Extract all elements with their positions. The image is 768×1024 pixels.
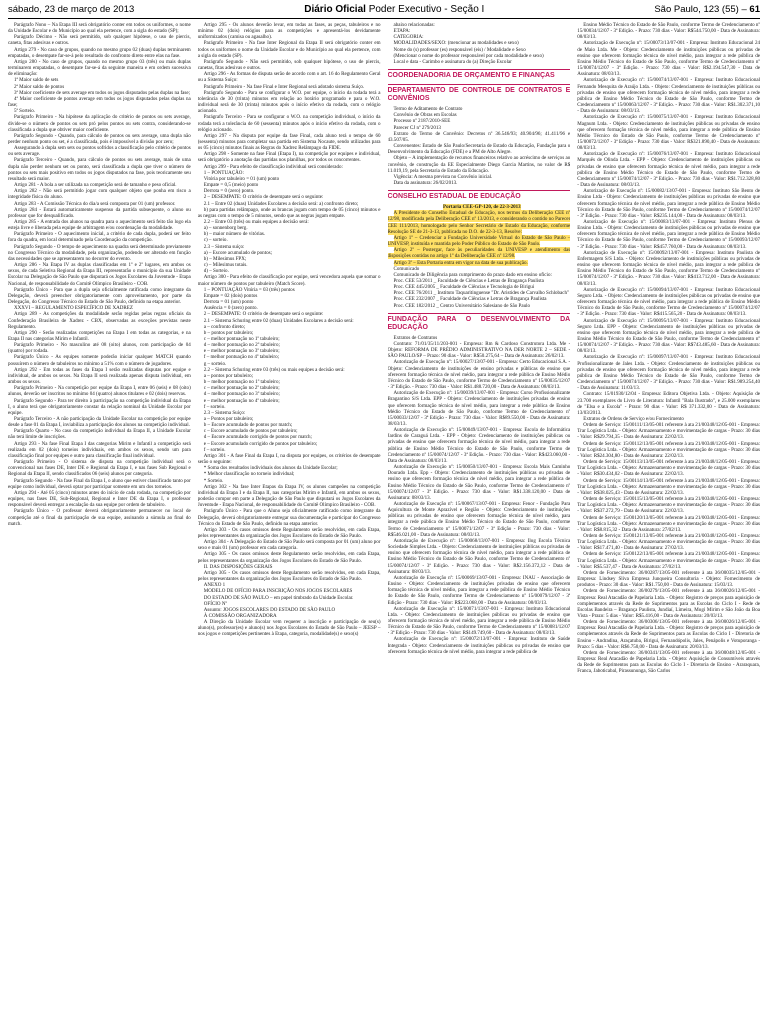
paragraph: Artigo 296 - As formas de disputa serão de acordo com o art. 16 do Regulamento Geral ou a Sistema Suíço:: [197, 71, 381, 84]
column-3-fde: [388, 335, 571, 655]
paragraph: Autorização de Execução nº: 15/00071/13/07-001 - Empresa: Instituto Educacional Ltda. - Objeto: Credenciamento de instituições públicas ou privadas de ensino que oferecem formação técnica de nível médio, para integrar a rede pública de Ensino Médio Técnico do Estado de São Paulo, conforme Termo de Credenciamento nº 15/00081/12/07 - 3ª Edição - Prazo: 730 dias - Valor: R$149.749,60 - Data de Assinatura: 08/03/13.: [387, 605, 571, 637]
paragraph: a – Pontos por tabuleiro;: [203, 416, 254, 422]
paragraph: Ordem de Fornecimento: 36/00341/13/05-001 referente à ata 36/00048/12/05-001 - Empresa: Real Atacadão de Papelaria Ltda. - Objeto: Aquisição de Consumíveis através da Rede de Suprimentos para as Escolas do Ciclo I - Diretoria de Ensino - Araraquara, Franca, Jaboticabal, Pirassununga, São Carlos: [577, 649, 760, 675]
paragraph: Ordem de Serviço: 15/00121/13/05-001 referente à ata 21/00348/12/05-001 - Empresa: Trar Logística Ltda. - Objeto: Armazenamento e movimentação de cargas - Prazo: 30 dias - Valor: R$17.471,40 - Data de Assinatura: 27/02/13.: [577, 532, 760, 552]
paragraph: Nome do (s) professor (es) responsável (eis) / Modalidade e Sexo: [393, 46, 526, 53]
paragraph: Parágrafo Único - O professor deverá obrigatoriamente permanecer no local de competição até o final da participação de sua equipe, assinando a súmula ao final do match.: [8, 508, 191, 527]
paragraph: Parágrafo Único - Para que a dupla seja oficialmente ratificada como integrante da Delegação, deverá preencher obrigatoriamente com aproveitamento, por parte da Delegação, do Congresso Técnico do Estado de São Paulo, definido na etapa anterior.: [8, 286, 191, 306]
paragraph: Ordem de Serviço: 15/00112/13/05-001 referente à ata 21/00348/12/05-001 - Empresa: Trar Logística Ltda. - Objeto: Armazenamento e movimentação de cargas - Prazo: 30 dias - Valor: R$24.304,80 - Data de Assinatura: 22/02/13.: [577, 440, 760, 459]
header-right: São Paulo, 123 (55) – 61: [654, 3, 760, 15]
paragraph: Parágrafo Segundo - Para ter direito à participação na competição individual da Etapa I, o aluno terá que obrigatoriamente constar da relação nominal da Unidade Escolar por equipe.: [8, 397, 191, 416]
paragraph: c – Escore acumulado de pontos por tabuleiro;: [203, 428, 298, 435]
paragraph: Objeto – A implementação de recursos financeiros relativo ao acréscimo de serviços ao convênio, de construção da EE Especialmente Diego Garcia Martins, no valor de R$ 11.019,19, pela Secretaria de Estado da Educação.: [387, 155, 571, 174]
header-city-volume: São Paulo, 123 (55): [654, 3, 739, 15]
header-title: [304, 4, 484, 15]
paragraph: Autorização de Execução nº: 15/00075/13/07-001 - Empresa: Instituto Educacional Magnum Ltda. - Objeto: Credenciamento de instituições públicas ou privadas de ensino que oferecem formação técnica de nível médio, para integrar a rede pública de Ensino Médio Técnico do Estado de São Paulo, conforme Termo de Credenciamento nº 15/00072/12/07 - 3ª Edição - Prazo: 730 dias - Valor: R$321.890,40 - Data de Assinatura: 08/03/13.: [577, 114, 760, 152]
paragraph: Ensino Médio Técnico do Estado de São Paulo, conforme Termo de Credenciamento nº 15/00034/12/07 - 3ª Edição. - Prazo: 730 dias - Valor: R$544.750,00 - Data de Assinatura: 08/03/13.: [577, 22, 760, 41]
paragraph: Proc. CEE 76/2011 _ Instituto Taquaritinguense "Dr. Aristides de Carvalho Schlobach": [393, 290, 570, 297]
column-4: [577, 22, 760, 1022]
paragraph: e – melhor pontuação no 4º tabuleiro;: [203, 397, 280, 404]
paragraph: Autorização de Execução nº: 15/00073/13/07-001 - Empresa: Instituto Educacional 24 de Maio Ltda. Me - Objeto: Credenciamento de instituições públicas ou privadas de ensino que oferecem formação técnica de nível médio, para integrar a rede pública de Ensino Médio Técnico do Estado de São Paulo, conforme Termo de Credenciamento nº 15/00074/12/07 - 3ª Edição. - Prazo: 730 dias - Valor: R$2.194.547,30 - Data de Assinatura: 08/03/13.: [577, 40, 760, 78]
paragraph: Autorização de Execução nº: 15/00083/13/07-001 - Empresa: Instituto Plenus de Ensino Ltda. - Objeto: Credenciamento de instituições públicas ou privadas de ensino que oferecem formação técnica de nível médio, para integrar a rede pública de Ensino Médio Técnico do Estado de São Paulo, conforme Termo de Credenciamento nº 15/00093/12/07 - 3ª Edição. - Prazo: 730 dias - Valor: R$457.760,00 - Data de Assinatura: 08/03/13.: [577, 219, 760, 250]
paragraph: 2.1 – Sistema Schuring entre 02 (duas) Unidades Escolares a decisão será:: [203, 317, 354, 324]
paragraph: Processo nº 2187/2010-SEE: [393, 118, 451, 125]
paragraph: Artigo 286 - Na Etapa IV as duplas classificadas em 1º e 2º lugares, em ambos os sexos, de cada Seletiva Regional da Etapa III, representarão o município da sua Unidade Escolar na Delegação de São Paulo que disputará os Jogos Escolares da Juventude - Etapa Nacional, de responsabilidade do Comitê Olímpico Brasileiro - COB.: [8, 262, 191, 287]
paragraph: a) – sonnenborg berg.: [203, 225, 248, 232]
paragraph: Artigo 305 - Os casos omissos deste Regulamento serão resolvidos, em cada Etapa, pelos representantes da organização dos Jogos Escolares do Estado de São Paulo.: [197, 569, 381, 583]
paragraph: b) para partidas relâmpago, onde as brancas jogam com tempo de 05 (cinco) minutos e as negras com o tempo de 5 minutos, sendo que as negras jogam empate.: [197, 206, 381, 219]
paragraph: b – pontos por tabuleiro;: [203, 329, 254, 336]
section-heading-conselho: CONSELHO ESTADUAL DE EDUCAÇÃO: [388, 190, 571, 201]
paragraph: 4ª Maior coeficiente de pontos average em todos os jogos disputados pelas duplas na fase;: [8, 95, 191, 109]
paragraph: b) – Milesimus FPX;: [203, 255, 247, 262]
paragraph: c) – sorteio.: [203, 237, 228, 244]
paragraph: 2.2 – Sistema Schuring entre 03 (três) ou mais equipes a decisão será:: [203, 366, 345, 373]
paragraph: Parágrafo Primeiro - O aquecimento inicial, a critério de cada dupla, poderá ser feito fora da quadra, em local determinado pela Coordenação da competição.: [8, 231, 191, 244]
paragraph: Parágrafo Terceiro - A não participação da Unidade Escolar na competição por equipe desde a fase 01 da Etapa I, inviabiliza a participação dos alunos na competição individual.: [8, 416, 191, 429]
paragraph: b) – maior número de vitórias.: [203, 231, 266, 238]
paragraph: Ausência = 0 (zero) ponto.: [203, 305, 258, 312]
paragraph: Ordem de Serviço: 15/00114/13/05-001 referente à ata 21/00348/12/05-001 - Empresa: Trar Logística Ltda. - Objeto: Armazenamento e movimentação de cargas - Prazo: 30 dias - Valor: R$38.025,43 - Data de Assinatura: 22/02/13.: [577, 477, 760, 496]
paragraph: Parágrafo Quarto - No caso da competição individual da Etapa II, a Unidade Escolar não terá limite de inscrições.: [8, 428, 191, 441]
paragraph: Ordem de Serviço: 15/00120/13/05-001 referente à ata 21/00348/12/05-001 - Empresa: Trar Logística Ltda. - Objeto: Armazenamento e movimentação de cargas - Prazo: 30 dias - Valor: R$8.815,32 - Data de Assinatura: 27/02/13.: [577, 514, 760, 533]
paragraph: Artigo 298 - Somente na fase Final (Etapa I), na competição por equipes e individual, será obrigatório a anotação das partidas nos planilhas, por todos os concorrentes.: [197, 151, 381, 164]
paragraph: d) – Sorteio.: [203, 268, 229, 275]
paragraph: (Mencionar o nome do professor responsável por cada modalidade e sexo): [393, 52, 544, 59]
paragraph: Contrato: 15/01930/12/04 - Empresa: Editora Objetiva Ltda. - Objeto: Aquisição de 23.700 exemplares do Livro de Literatura: Infantil "Bala Ilustrado", e 25.000 exemplares de "Elsa e a Escola" - Prazo: 90 dias - Valor: R$ 371.332,00 - Data de Assinatura: 13/03/2013.: [577, 391, 760, 416]
paragraph: Vigência: A mesma prevista no Convênio inicial.: [393, 173, 493, 180]
paragraph: Autorização de Execução nº: 15/00082/13/07-001 - Empresa: Instituto São Bento de Ensino Ltda - Objeto: Credenciamento de instituições públicas ou privadas de ensino que oferecem formação técnica de nível médio, para integrar a rede pública de Ensino Médio Técnico do Estado de São Paulo, conforme Termo de Credenciamento nº 15/00074/12/07 - 3ª Edição. - Prazo: 730 dias - Valor: R$235.144,00 - Data de Assinatura: 08/03/13.: [577, 188, 760, 219]
paragraph: Parágrafo Primeiro - Na competição por equipe da Etapa I, entre 06 (seis) e 08 (oito) alunos, deverão ser inscritos no mínimo 04 (quatro) alunos titulares e 02 (dois) reservas.: [8, 385, 191, 398]
paragraph: DO ESTADO DE SÃO PAULO – em papel timbrado da Unidade Escolar.: [203, 594, 354, 601]
paragraph: 2 – DESEMPATE: O critério de desempate será o seguinte:: [203, 194, 324, 201]
paragraph: Artigo 303 - Os casos omissos deste Regulamento serão resolvidos, em cada Etapa, pelos representantes da organização dos Jogos Escolares do Estado de São Paulo.: [197, 526, 381, 539]
paragraph: À COMISSÃO ORGANIZADORA: [203, 613, 277, 619]
section-heading-departamento: DEPARTAMENTO DE CONTROLE DE CONTRATOS E CONVÊNIOS: [388, 84, 571, 103]
paragraph: Parágrafo Segundo - O tempo de aquecimento na quadra será determinado previamente no Congresso Técnico da modalidade, pela organização, podendo ser alterado em função das necessidades que se apresentarem no decorrer do evento.: [8, 243, 191, 262]
paragraph: c – melhor pontuação no 2º tabuleiro;: [203, 385, 280, 392]
paragraph: a – confronto direto;: [203, 323, 246, 330]
paragraph: Data da assinatura: 26/02/2013.: [393, 179, 458, 186]
paragraph: Parágrafo Primeiro - O sistema de disputa na competição individual será o convencional nas fases DE, Inter DE e Regional da Etapa I, e nas fases Sub Regional e Regional da Etapa II, sendo classificados 06 (seis) alunos por categoria.: [8, 459, 191, 478]
paragraph: 2 – DESEMPATE: O critério de desempate será o seguinte:: [203, 311, 324, 318]
paragraph: Artigo 281 - A bola a ser utilizada na competição será de tamanho e peso oficial.: [14, 182, 177, 189]
paragraph: Parágrafo Único - As equipes somente poderão iniciar qualquer MATCH quando possuírem o número de tabuleiros no mínimo a 51% com o número de jogadores.: [8, 354, 191, 367]
paragraph: Extratos de Ordens de Serviço e/ou Fornecimento: [583, 416, 684, 422]
paragraph: Assunto: JOGOS ESCOLARES DO ESTADO DE SÃO PAULO: [203, 606, 336, 613]
paragraph: Parágrafo Segundo - Na fase Final da Etapa I, o aluno que estiver classificado tanto por equipe como individual, deverá optar por participar somente em um dos torneios.: [8, 477, 191, 490]
paragraph: f – melhor pontuação no 4º tabuleiro;: [203, 354, 280, 361]
paragraph: b – Escore acumulado de pontos por match;: [203, 422, 293, 429]
paragraph: * Melhor classificação no torneio individual;: [203, 471, 295, 478]
paragraph: c – melhor pontuação no 1º tabuleiro;: [203, 335, 280, 342]
paragraph: Derrota = 01 (um) ponto: [203, 299, 254, 306]
paragraph: Proc. CEE 445/2005 _ Faculdade de Ciências e Tecnologia de Birigui: [393, 284, 535, 291]
paragraph: Autorização de Execução nº: 15/00068/13/07-001 - Empresa: Ilog Escola Técnica Sociedade Simples Ltda. - Objeto: Credenciamento de instituições públicas ou privadas de ensino que oferecem formação técnica de nível médio, para integrar a rede pública de Ensino Médio Técnico do Estado de São Paulo, conforme Termo de Credenciamento nº 15/00074/12/07 - 3ª Edição. - Prazo: 730 dias - Valor: R$2.156.372,12 - Data de Assinatura: 08/03/13.: [387, 537, 571, 575]
paragraph: d – melhor pontuação no 3º tabuleiro;: [203, 391, 280, 398]
paragraph: ETAPA:: [393, 28, 411, 35]
paragraph: Assegurando à dupla sem sets ou pontos sofridos a classificação pelo critério de pontos ou sets average.: [8, 145, 191, 158]
paragraph: e – Escore acumulado corrigido de pontos por tabuleiro;: [203, 440, 318, 447]
paragraph: A Direção da Unidade Escolar vem requerer a inscrição e participação de seu(s) aluno(s), professor(es) e aluno(s) nos Jogos Escolares do Estado de São Paulo – JEESP – nos jogos e competições pertinentes à Etapa, categoria, modalidade(s) e sexo(s): [197, 619, 381, 638]
paragraph: Contrato: 71/01/35/11/203-001 - Empresa: Rm & Cardoso Construtora Ltda. Me - Objeto: REFORMA DE PRÉDIO ADMINISTRATIVO NA DER NORTE 2 – SEDE - SÃO PAULO/SP – Prazo: 90 dias - Valor: R$50.275,64 – Data de Assinatura: 26/02/13.: [387, 340, 571, 360]
paragraph: Parágrafo Primeiro - Na hipótese da aplicação do critério de pontos ou sets average, divide-se o número de pontos ou sets pró pelos pontos ou sets contra, considerando-se classificada a dupla que obtiver maior coeficiente.: [8, 114, 191, 133]
paragraph: Autorização de Execução nº: 15/00097/13/07-001 - Empresa: Instituto Educacional Profissionalizante de Jales Ltda. - Objeto: Credenciamento de instituições públicas ou privadas de ensino que oferecem formação técnica de nível médio, para integrar a rede pública de Ensino Médio Técnico do Estado de São Paulo, conforme Termo de Credenciamento nº 15/00074/12/07 - 3ª Edição. - Prazo: 730 dias - Valor: R$1.989.254,40 - Data de Assinatura: 11/03/13.: [577, 354, 760, 392]
paragraph: Autorização de Execução nº: 15/00076/13/07-001 - Empresa: Instituto Educacional Marquês de Olinda Ltda. - EPP - Objeto: Credenciamento de instituições públicas ou privadas de ensino que oferecem formação técnica de nível médio, para integrar a rede pública de Ensino Médio Técnico do Estado de São Paulo, conforme Termo de Credenciamento nº 15/00074/12/07 - 3ª Edição. - Prazo: 730 dias - Valor: R$1.712.328,80 - Data de Assinatura: 08/03/13.: [577, 151, 760, 189]
paragraph: 2.2 – Entre 03 (três) ou mais equipes a decisão será:: [203, 219, 309, 225]
paragraph: e – melhor pontuação no 3º tabuleiro;: [203, 348, 280, 355]
paragraph: Ordem de Serviço: 15/00113/13/05-001 referente à ata 21/00348/12/05-001 - Empresa: Trar Logística Ltda. - Objeto: Armazenamento e movimentação de cargas - Prazo: 30 dias - Valor: R$30.434,02 - Data de Assinatura: 22/02/13.: [577, 459, 760, 478]
paragraph: b – melhor pontuação no 1º tabuleiro;: [203, 379, 280, 386]
paragraph: 2.3 – Sistema Suíço:: [203, 409, 246, 416]
paragraph: g – sorteio.: [203, 360, 227, 367]
paragraph: 2.3 – Sistema suíço:: [203, 243, 245, 250]
paragraph: Artigo 304 - A Delegação do Estado de São Paulo será composta por 01 (um) aluno por sexo e mais 01 (um) professor em cada categoria.: [197, 539, 381, 552]
paragraph: Parágrafo Nono – Na Etapa III será obrigatório conter em todos os uniformes, o nome da Unidade Escolar e do Município ao qual ela pertence, com a sigla do estado (SP);: [8, 22, 191, 35]
paragraph: Proc. CEE 232/2007 _ Faculdade de Ciências e Letras de Bragança Paulista: [393, 296, 547, 303]
paragraph: Ordem de Fornecimento: 36/00279/13/05-001 referente à ata 36/00026/12/05-001 - Empresa: Real Atacadão de Papelaria Ltda. - Objeto: Registro de preços para aquisição de complementos através da Rede de Suprimentos para as Escolas do Ciclo I - Rede de Escolas Bandeira – Bragança Paulista, Jundiaí, Limeira, Mogi Mirim e São João da Boa Vista - Prazo: 5 dias - Valor: R$5.416,00 - Data de Assinatura: 20/03/13.: [577, 588, 760, 619]
paragraph: Parágrafo Segundo - Para se configurar o W.O. por equipe, o início da rodada terá a tolerância de 30 (trinta) minutos em relação ao horário programado e para o W.O. individual será de 30 (trinta) minutos após o início efetivo da rodada, com o relógio acionado.: [197, 89, 381, 115]
paragraph: Artigo 300 - Para efeito de classificação por equipe, será vencedora aquela que somar o maior número de pontos por tabuleiro (Match Score).: [197, 274, 381, 287]
paragraph: 2.1 – Entre 02 (duas) Unidades Escolares a decisão será: a) confronto direto;: [203, 200, 359, 207]
section-heading-fde: FUNDAÇÃO PARA O DESENVOLVIMENTO DA EDUCAÇÃO: [388, 313, 571, 332]
paragraph: Parágrafo Terceiro - Quando, para cálculo de pontos ou sets average, mais de uma dupla não perder nenhum set ou ponto, será classificada a dupla que tiver o número de pontos ou sets mais positivo em todos os jogos disputados na fase, pois teoricamente seu resultado será maior.: [8, 157, 191, 182]
paragraph: Parecer CJ nº 279/2013: [393, 124, 441, 131]
paragraph: Autorização de Execução nº: 15/00092/13/07-001 - Empresa: Instituto Paulista de Enfermagem S/S Ltda. - Objeto: Credenciamento de instituições públicas ou privadas de ensino que oferecem formação técnica de nível médio, para integrar a rede pública de Ensino Médio Técnico do Estado de São Paulo, conforme Termo de Credenciamento nº 15/00074/12/07 - 3ª Edição. - Prazo: 730 dias - Valor: R$413.712,00 - Data de Assinatura: 08/03/13.: [577, 249, 760, 287]
paragraph: Autorização de Execução nº: 15/00050/13/07-001 - Empresa: Escola Mais Caminho Dourado Ltda. Epp - Objeto: Credenciamento de instituições públicas ou privadas de ensino que oferecem formação técnica de nível médio, para integrar a rede pública de Ensino Médio Técnico do Estado de São Paulo, conforme Termo de Credenciamento nº 15/00074/12/07 - 3ª Edição. - Prazo: 730 dias - Valor: R$1.338.120,00 - Data de Assinatura: 08/03/13.: [387, 464, 571, 501]
column-3-dept: [388, 106, 571, 186]
paragraph: Derrota = 0 (zero) ponto.: [203, 188, 255, 195]
paragraph: Empate = 0,5 (meio) ponto: [203, 182, 259, 189]
paragraph: d – melhor pontuação no 2º tabuleiro;: [203, 342, 280, 349]
paragraph: Termo de Aditamento de Contrato: [393, 106, 463, 113]
portaria-preamble: A Presidente do Conselho Estadual de Educação, nos termos da Deliberação CEE nº 12/98, modificada pela Deliberação CEE nº 13/2013, e considerando o contido no Parecer CEE 111/2013, homologado pelo Senhor Secretário de Estado da Educação, conforme Resolução SE de 21-3-13, publicada no D.O. de 22-3-13, Resolve:: [387, 210, 571, 235]
paragraph: Artigo 299 - Para efeito de classificação individual será considerado:: [203, 163, 343, 170]
column-2: [198, 22, 381, 1022]
paragraph: a) – Escore acumulado de pontos;: [203, 249, 273, 256]
paragraph: Extratos de Contratos: [393, 334, 438, 341]
paragraph: 5ª Sorteio.: [14, 108, 36, 115]
paragraph: Artigo 282 - Não será permitido jogar com qualquer objeto que ponha em risco a integridade física do aluno.: [8, 188, 191, 201]
paragraph: XXXVI – REGULAMENTO ESPECÍFICO DE XADREZ: [14, 305, 133, 312]
header-date: sábado, 23 de março de 2013: [8, 3, 135, 15]
paragraph: Empate = 02 (dois) pontos: [203, 292, 258, 299]
paragraph: Autorização de Execução nº: 15/00072/13/07-001 - Empresa: Instituto de Saúde Integrada - Objeto: Credenciamento de instituições públicas ou privadas de ensino que oferecem formação técnica de nível médio, para integrar a rede pública de: [387, 636, 571, 655]
publication-name: Diário Oficial: [304, 3, 366, 15]
paragraph: Parágrafo Primeiro - Na fase Inter Regional da Etapa II será obrigatório conter em todos os uniformes o nome da Unidade Escolar e do Município ao qual ela pertence, com a sigla do estado (SP).: [197, 40, 381, 59]
paragraph: Ordem de Fornecimento: 36/00306/13/05-001 referente à ata 36/00026/12/05-001 - Empresa: Real Atacadão de Papelaria Ltda. - Objeto: Registro de preços para aquisição de complementos através da Rede de Suprimentos para as Escolas do Ciclo I - Diretoria de Ensino - Andradina, Araçatuba, Birigui, Fernandópolis, Jales, Penápolis e Votuporanga - Prazo: 5 dias - Valor: R$6.750,00 - Data de Assinatura: 20/03/13.: [577, 619, 760, 650]
column-3-conselho: [388, 266, 571, 309]
paragraph: Artigo 279 - No caso de grupos, quando no mesmo grupo 02 (duas) duplas terminarem empatadas, o desempate far-se-á pelo resultado do confronto direto entre elas na fase.: [8, 46, 191, 59]
page-header: [8, 0, 760, 19]
paragraph: Artigo 305 - Os casos omissos deste Regulamento serão resolvidos, em cada Etapa, pelos representantes da organização dos Jogos Escolares do Estado de São Paulo.: [197, 551, 381, 564]
paragraph: Ordem de Serviço: 15/00111/13/05-001 referente à ata 21/00348/12/05-001 - Empresa: Trar Logística Ltda. - Objeto: Armazenamento e movimentação de cargas - Prazo: 30 dias - Valor: R$29.794,35 - Data de Assinatura: 22/02/13.: [577, 422, 760, 441]
column-3: [388, 22, 571, 1022]
page-number: 61: [749, 3, 760, 15]
paragraph: Ordem de Fornecimento: 36/00287/13/05-001 referente à ata 36/00035/12/05-001 - Empresa: Lindsey Sliva Empresa Junqueira Consultoria - Objeto: Fornecimento de produtos - Prazo: 30 dias - Valor: R$1.750,00 - Data de Assinatura: 15/03/13.: [577, 569, 760, 589]
paragraph: Parágrafo Segundo - Quando, para cálculo de pontos ou sets average, uma dupla não perder nenhum ponto ou set, é a classificada, pois é impossível a divisão por zero;: [8, 132, 191, 145]
paragraph: 1ª Maior saldo de sets: [14, 77, 59, 84]
portaria-title: Portaria CEE-GP-120, de 22-3-2013: [443, 204, 521, 211]
paragraph: Artigo 285 - A entrada dos alunos na quadra para o aquecimento será feito tão logo ela esteja livre e liberada pela equipe de arbitragem e/ou coordenação da modalidade.: [8, 219, 191, 232]
portaria-art2: Artigo 2º – Postergar, face às peculiaridades da UNIVESP e atendimento das disposições contidas no artigo 1º da Deliberação CEE nº 12/98.: [387, 247, 571, 260]
paragraph: Ordem de Serviço: 15/00115/13/05-001 referente à ata 21/00348/12/05-001 - Empresa: Trar Logística Ltda. - Objeto: Armazenamento e movimentação de cargas - Prazo: 30 dias - Valor: R$37.272,79 - Data de Assinatura: 22/02/13.: [577, 496, 760, 515]
paragraph: Ordem de Serviço: 15/00122/13/05-001 referente à ata 21/00348/12/05-001 - Empresa: Trar Logística Ltda. - Objeto: Armazenamento e movimentação de cargas - Prazo: 30 dias - Valor: R$5.537,47 - Data de Assinatura: 27/02/13.: [577, 551, 760, 570]
paragraph: * Soma dos resultados individuais dos alunos da Unidade Escolar;: [203, 465, 338, 472]
paragraph: Parágrafo Segundo - Não será permitido, sob qualquer hipótese, o uso de piercis, canetas, fitas adesivas e outros.: [197, 58, 381, 72]
paragraph: Comunicado: [393, 265, 420, 272]
paragraph: Autorização de Execução nº: 15/00095/13/07-001 - Empresa: Instituto Educacional Seguro Ltda. EPP - Objeto: Credenciamento de instituições públicas ou privadas de ensino que oferecem formação técnica de nível médio, para integrar a rede pública de Ensino Médio Técnico do Estado de São Paulo, conforme Termo de Credenciamento nº 15/00074/12/07 - 3ª Edição. - Prazo: 730 dias - Valor: R$743.485,60 - Data de Assinatura: 08/03/13.: [577, 317, 760, 355]
paragraph: Artigo 297 - Na disputa por equipe da fase Final, cada aluno terá o tempo de 60 (sessenta) minutos para completar sua partida em Sistema Nocaute, sendo utilizados para os 05 (cinco) minutos finais as Regras do Xadrez Relâmpago da FIDE.: [197, 132, 381, 152]
publication-section: Poder Executivo - Seção I: [368, 3, 485, 15]
paragraph: Vitória por tabuleiro = 01 (um) ponto: [203, 175, 280, 182]
paragraph: Artigo 302 - Na fase Inter Etapas da Etapa IV, os alunos campeões na competição individual da Etapa I e da Etapa II, nas categorias Mirim e Infantil, em ambos os sexos, poderão compor em parte a Delegação de São Paulo que disputará os Jogos Escolares da Juventude - Etapa Nacional, de responsabilidade do Comitê Olímpico Brasileiro - COB.: [197, 483, 381, 509]
paragraph: Artigo 290 - Serão realizadas competições na Etapa I em todas as categorias, e na Etapa II nas categorias Mirim e Infantil.: [8, 329, 191, 342]
paragraph: Convenentes: Estado de São Paulo/Secretaria de Estado da Educação, Fundação para o Desenvolvimento da Educação (FDE) e a PM de Alto Alegre.: [387, 143, 571, 156]
paragraph: c) – Milesimus totais.: [203, 262, 248, 269]
paragraph: Parágrafo Terceiro - Para se configurar o W.O. na competição individual, o início da rodada terá a tolerância de 60 (sessenta) minutos após o início efetivo da rodada, com o relógio acionado.: [197, 114, 381, 133]
paragraph: f – sorteio.: [203, 446, 226, 453]
paragraph: Parágrafo Primeiro - No masculino até 08 (oito) alunos, com participação de 04 (quatro) por rodada.: [8, 342, 191, 355]
paragraph: Artigo 283 - A Comissão Técnica do dia/a será composta por 01 (um) professor.: [14, 200, 176, 207]
paragraph: Autorização de Execução nº: 15/00027/13/07-001 - Empresa: Certo Educacional S.A. - Objeto: Credenciamento de instituições de ensino privadas e públicas de ensino que oferecem formação técnica de nível médio, para integrar a rede pública de Ensino Médio Técnico do Estado de São Paulo, conforme Termo de Credenciamento nº 15/00035/12/07 - 3ª Edição. - Prazo: 730 dias - Valor: R$1.488.720,00 - Data de Assinatura: 08/03/13.: [387, 359, 571, 391]
paragraph: Extrato do Termo de Convênio: Decretos nº 36.546/93; 40.904/96; 41.411/96 e 43.507/05.: [387, 130, 571, 143]
paragraph: MODELO DE OFÍCIO PARA INSCRIÇÃO NOS JOGOS ESCOLARES: [203, 588, 353, 595]
columns: [8, 22, 760, 1022]
paragraph: Autorização de Execução nº: 15/00094/13/07-001 - Empresa: Instituto Educacional Seguro Ltda. - Objeto: Credenciamento de instituições públicas ou privadas de ensino que oferecem formação técnica de nível médio, para integrar a rede pública de Ensino Médio Técnico do Estado de São Paulo, conforme Termo de Credenciamento nº 15/00074/12/07 - 3ª Edição. - Prazo: 730 dias - Valor: R$415.565,20 - Data de Assinatura: 08/03/13.: [577, 286, 760, 318]
paragraph: 3ª Maior coeficiente de sets average em todos os jogos disputados pelas duplas na fase;: [14, 89, 191, 96]
paragraph: II. DAS DISPOSIÇÕES GERAIS: [203, 563, 273, 570]
paragraph: Artigo 289 - As competições da modalidade serão regidas pelas regras oficiais da Confederação Brasileira de Xadrez - CBX, observadas as exceções previstas neste Regulamento.: [8, 311, 191, 330]
paragraph: Autorização de Execução nº: 15/00074/13/07-001 - Empresa: Instituto Educacional Fernando Mesquita de Araújo Ltda. - Objeto: Credenciamento de instituições públicas ou privadas de ensino que oferecem formação técnica de nível médio, para integrar a rede pública de Ensino Médio Técnico do Estado de São Paulo, conforme Termo de Credenciamento nº 15/00063/12/07 - 3ª Edição. - Prazo: 730 dias - Valor: R$1.302.371,10 - Data de Assinatura: 08/03/13.: [577, 77, 760, 115]
paragraph: Artigo 301 - A fase Final da Etapa I, na disputa por equipes, os critérios de desempate serão o seguinte:: [197, 452, 381, 466]
paragraph: Autorização de Execução nº: 15/00039/13/07-001 - Empresa: Curso Profissionalizante Bragantino S/S Ltda. EPP - Objeto: Credenciamento de instituições privadas de ensino que oferecem formação técnica de nível médio, para integrar a rede pública de Ensino Médio Técnico do Estado de São Paulo, conforme Termo de Credenciamento nº 15/00033/12/07 - 3ª Edição - Prazo: 730 dias - Valor: R$89.550,00 - Data de Assinatura: 08/03/13.: [387, 390, 571, 427]
column-3-top: [388, 22, 571, 65]
paragraph: Parágrafo Único - Para que o Aluno seja oficialmente ratificado como integrante da Delegação, deverá obrigatoriamente entregar sua documentação e participar do Congresso Técnico do Estado de São Paulo, definido na etapa anterior.: [197, 508, 381, 527]
paragraph: 2ª Maior saldo de pontos: [14, 83, 65, 90]
paragraph: Parágrafo Décimo - Não será permitido, sob qualquer hipótese, o uso de piercis, caneta, fitas adesivas e outros.: [8, 34, 191, 47]
paragraph: Artigo 293 - Na fase Final Etapa I das categorias Mirim e Infantil a competição será realizada em 02 (dois) torneios individuais, em ambos os sexos, sendo um para classificação final por equipes e outro para classificação final individual.: [8, 440, 191, 459]
paragraph: CATEGORIA:: [393, 34, 424, 41]
paragraph: Proc. CEE 182/2012 _ Centro Universitário Salesiano de São Paulo: [393, 302, 531, 309]
paragraph: Artigo 284 - Estará automaticamente suspenso da partida subsequente, o aluno ou professor que for desqualificado.: [8, 206, 191, 219]
paragraph: Artigo 292 - Em todas as fases da Etapa I serão realizadas disputas por equipe e individual, de ambos os sexos. Na Etapa II será realizada apenas disputa individual, em ambos os sexos.: [8, 366, 191, 386]
paragraph: Autorização de Execução nº: 15/00069/13/07-001 - Empresa: INAU - Associação de Ensino - Objeto: Credenciamento de instituições privadas de ensino que oferecem formação técnica de nível médio, para integrar a rede pública de Ensino Médio Técnico do Estado de São Paulo, conforme Termo de Credenciamento nº 15/00079/12/07 - 3ª Edição - Prazo: 730 dias - Valor: R$223.068,00 - Data de Assinatura: 08/03/13.: [387, 574, 571, 606]
paragraph: f – sorteio.: [203, 403, 226, 410]
portaria-art1: Artigo 1º – Credenciar a Fundação Universidade Virtual do Estado de São Paulo – UNIVESP, instituída e mantida pelo Poder Público do Estado de São Paulo.: [387, 234, 571, 248]
paragraph: Proc. CEE 53/2011 _ Faculdade de Ciências e Letras de Bragança Paulista: [393, 278, 544, 284]
paragraph: abaixo relacionadas:: [393, 22, 435, 28]
paragraph: Convênio de Obras em Escolas: [393, 112, 457, 119]
paragraph: Artigo 294 - Até 05 (cinco) minutos antes do início de cada rodada, na competição por equipes, nas fases DE, Sub-Regional, Regional e Inter DE da Etapa I, o professor responsável deverá entregar a escalação da sua equipe por ordem de tabuleiro.: [8, 489, 191, 509]
paragraph: ANEXO 1: [203, 582, 226, 589]
portaria-art3: Artigo 3º – Esta Portaria entra em vigor na data de sua publicação.: [393, 259, 528, 266]
paragraph: Artigo 280 - No caso de grupos, quando no mesmo grupo 03 (três) ou mais duplas terminarem empatadas, o desempate far-se-á da seguinte maneira e em ordem sucessiva de eliminação:: [8, 58, 191, 78]
paragraph: Parágrafo Primeiro - Na fase Final e Inter Regional será adotado sistema Suíço.: [203, 83, 365, 90]
paragraph: Comunicado de Diligência para cumprimento do prazo dado em ensino oficio:: [393, 271, 552, 278]
paragraph: 1 – PONTUAÇÃO Vitória = 03 (três) pontos: [203, 286, 295, 293]
paragraph: 1 – PONTUAÇÃO:: [203, 169, 244, 176]
paragraph: Local e data - Carimbo e assinatura do (a) Direção Escolar: [393, 58, 512, 65]
paragraph: Autorização de Execução nº: 15/00049/13/07-001 - Empresa: Escola de Informática Jardins de Caraguá Ltda. - EPP - Objeto: Credenciamento de instituições públicas ou privadas de ensino que oferecem formação técnica de nível médio, para integrar a rede pública de Ensino Médio Técnico do Estado de São Paulo, conforme Termo de Credenciamento nº 15/00074/12/07 - 3ª Edição. - Prazo: 730 dias - Valor: R$423.060,00 - Data de Assinatura: 08/03/13.: [387, 427, 571, 464]
paragraph: Autorização de Execução nº: 15/00067/13/07-001 - Empresa: Fenor - Fundação Para Aquicultura de Monte Aprazível e Região - Objeto: Credenciamento de instituições públicas ou privadas de ensino que oferecem formação técnica de nível médio, para integrar a rede pública de Ensino Médio Técnico do Estado de São Paulo, conforme Termo de Credenciamento nº 15/00071/12/07 - 3ª Edição - Prazo: 730 dias - Valor: R$546.021,00 - Data de Assinatura: 08/03/13.: [387, 501, 571, 538]
column-1: [8, 22, 191, 1022]
paragraph: * Sorteio.: [203, 477, 224, 484]
section-heading-coordinadoria: COORDENADORIA DE ORÇAMENTO E FINANÇAS: [388, 69, 571, 80]
paragraph: Artigo 295 - Os alunos deverão levar, em todas as fases, as peças, tabuleiros e no mínimo 02 (dois) relógios para as competições e apresentá-los devidamente uniformizados (camisa ou agasalho).: [197, 22, 381, 41]
paragraph: d – Escore acumulado corrigido de pontos por match;: [203, 434, 312, 441]
paragraph: a – pontos por tabuleiro;: [203, 372, 254, 379]
paragraph: MODALIDADES/SEXO: (mencionar as modalidades e sexo): [393, 40, 519, 47]
paragraph: OFÍCIO Nº: [203, 600, 228, 607]
